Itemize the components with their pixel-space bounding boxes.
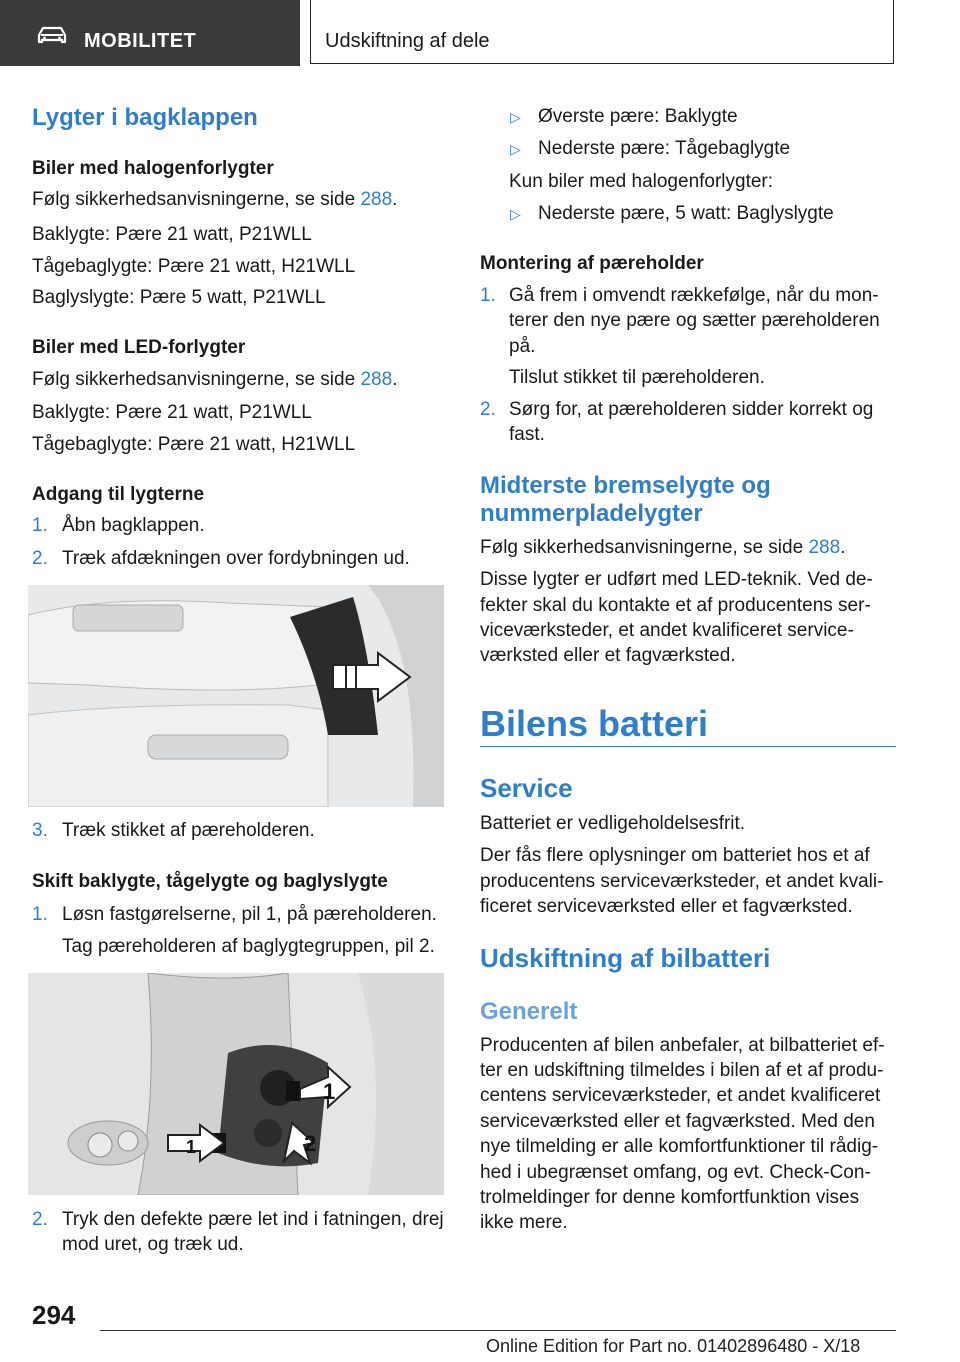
step-text: Træk afdækningen over fordybningen ud. [62,548,410,569]
text-line: Kun biler med halogenforlygter: [509,171,774,192]
step-text: Tilslut stikket til pæreholderen. [509,367,765,388]
header-section-tab [0,0,300,66]
text-line: nye tilmelding er alle komfortfunktioner til rådig- [480,1136,879,1157]
text-line: fekter skal du kontakte et af producentens ser- [480,595,871,616]
text-line: Producenten af bilen anbefaler, at bilbatteriet ef- [480,1035,885,1056]
callout-number: 1 [186,1137,197,1157]
step-text: Tag pæreholderen af baglygtegruppen, pil 2. [62,936,435,957]
footer-rule [100,1330,896,1331]
subheading-led: Biler med LED-forlygter [32,337,246,358]
step-text: mod uret, og træk ud. [62,1234,244,1255]
step-number: 2. [32,548,48,569]
subheading-change-bulbs: Skift baklygte, tågelygte og baglyslygte [32,871,388,892]
step-text: på. [509,336,536,357]
step-text: Tryk den defekte pære let ind i fatningen, drej [62,1209,444,1230]
step-number: 1. [32,904,48,925]
text-line: ficeret serviceværksted eller et fagværksted. [480,896,853,917]
subheading-halogen: Biler med halogenforlygter [32,158,274,179]
step-text: Løsn fastgørelserne, pil 1, på pæreholderen. [62,904,437,925]
step-number: 1. [480,285,496,306]
heading-tail-lights: Lygter i bagklappen [32,104,258,131]
heading-battery: Bilens batteri [480,703,709,744]
safety-note: Følg sikkerhedsanvisningerne, se side 288. [32,189,398,210]
text-line: Baklygte: Pære 21 watt, P21WLL [32,224,312,245]
bullet-text: Nederste pære: Tågebaglygte [538,138,791,159]
bullet-text: Nederste pære, 5 watt: Baglyslygte [538,203,834,224]
text-line: Der fås flere oplysninger om batteriet hos et af [480,845,870,866]
text-line: værksted eller et fagværksted. [480,645,736,666]
tailgate-cover-drawing [28,585,444,807]
page-ref-link[interactable]: 288 [360,189,393,210]
bulb-holder-drawing [28,973,444,1195]
text-line: ikke mere. [480,1212,568,1233]
text-line: Baglyslygte: Pære 5 watt, P21WLL [32,287,326,308]
subheading-access: Adgang til lygterne [32,484,205,505]
tailgate-cover-illustration [28,585,444,807]
bullet-text: Øverste pære: Baklygte [538,106,738,127]
text-line: ter en udskiftning tilmeldes i bilen af et af produ- [480,1060,884,1081]
page-ref-link[interactable]: 288 [360,369,393,390]
step-text: Åbn bagklappen. [62,515,205,536]
step-number: 2. [32,1209,48,1230]
text-line: Tågebaglygte: Pære 21 watt, H21WLL [32,434,356,455]
step-text: fast. [509,424,545,445]
footer-edition: Online Edition for Part no. 01402896480 - X/18 [486,1336,861,1356]
heading-service: Service [480,773,573,803]
text-line: Baklygte: Pære 21 watt, P21WLL [32,402,312,423]
step-text: terer den nye pære og sætter pæreholderen [509,310,880,331]
bullet-triangle-icon: ▷ [510,109,521,125]
heading-brake-light: Midterste bremselygte og [480,472,771,499]
bullet-triangle-icon: ▷ [510,141,521,157]
text-line: hed i ubegrænset omfang, og evt. Check-Con- [480,1162,871,1183]
subheading-mount: Montering af pæreholder [480,253,704,274]
step-text: Gå frem i omvendt rækkefølge, når du mon- [509,285,879,306]
text-line: serviceværksted eller et fagværksted. Med den [480,1111,875,1132]
callout-number: 1 [323,1079,336,1104]
step-number: 3. [32,820,48,841]
bulb-holder-illustration [28,973,444,1195]
page-number: 294 [32,1300,76,1330]
car-icon [36,26,68,44]
heading-general: Generelt [480,998,578,1025]
step-number: 1. [32,515,48,536]
step-number: 2. [480,399,496,420]
heading-brake-light: nummerpladelygter [480,500,703,527]
step-text: Træk stikket af pæreholderen. [62,820,315,841]
safety-note: Følg sikkerhedsanvisningerne, se side 288. [32,369,398,390]
heading-replace-battery: Udskiftning af bilbatteri [480,943,771,973]
text-line: trolmeldinger for denne komfortfunktion vises [480,1187,860,1208]
text-line: Tågebaglygte: Pære 21 watt, H21WLL [32,256,356,277]
header-chapter-label: Udskiftning af dele [325,30,490,52]
callout-number: 2 [304,1131,317,1156]
text-line: viceværksteder, et andet kvalificeret service- [480,620,854,641]
heading-rule [480,746,896,747]
text-line: Disse lygter er udført med LED-teknik. Ved de- [480,569,873,590]
header-section-label: MOBILITET [84,30,197,52]
header-chapter-tab [310,0,894,64]
page-ref-link[interactable]: 288 [808,537,841,558]
text-line: producentens serviceværksteder, et andet kvali- [480,871,884,892]
bullet-triangle-icon: ▷ [510,206,521,222]
text-line: Batteriet er vedligeholdelsesfrit. [480,813,746,834]
text-line: centens serviceværksteder, et andet kvalificeret [480,1085,881,1106]
safety-note: Følg sikkerhedsanvisningerne, se side 288. [480,537,846,558]
step-text: Sørg for, at pæreholderen sidder korrekt og [509,399,874,420]
